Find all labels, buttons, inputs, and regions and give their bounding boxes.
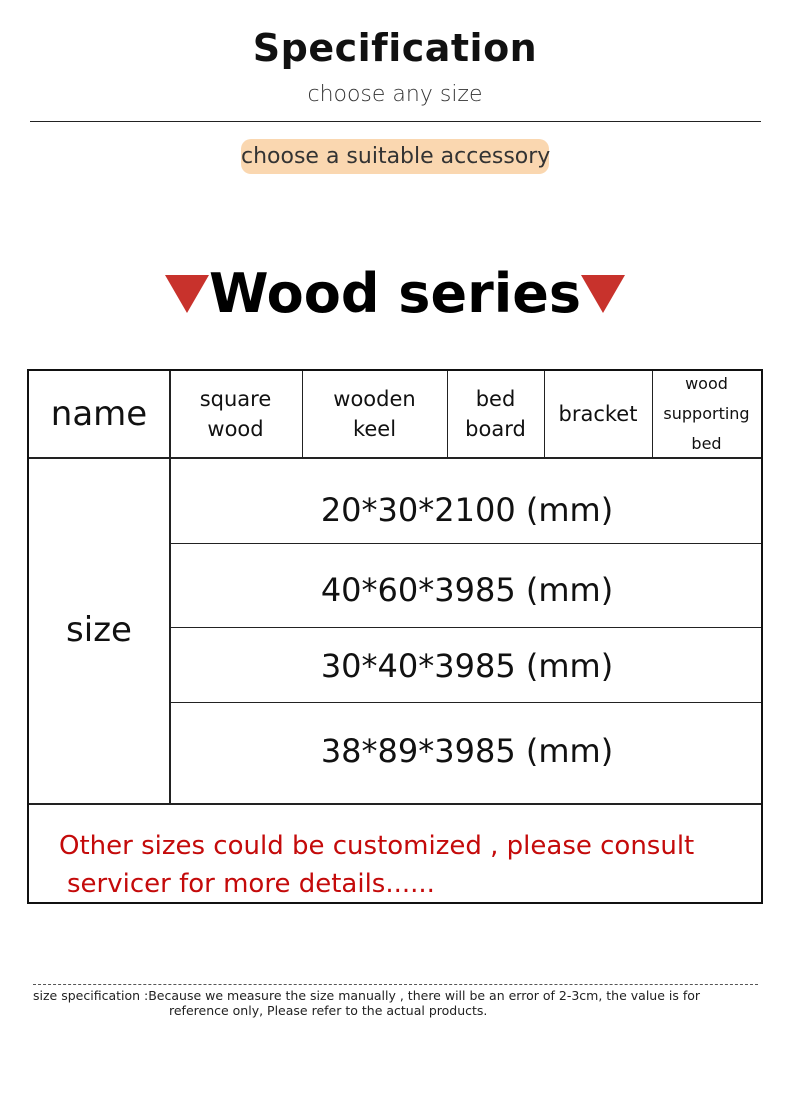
column-header-bracket [544, 371, 652, 457]
column-header-square-wood [169, 371, 302, 457]
column-header-wooden-keel [302, 371, 447, 457]
column-header-line: square [199, 387, 272, 411]
column-header-line: keel [352, 417, 397, 441]
size-footnote [33, 988, 763, 1018]
page-title: Specification [252, 26, 538, 70]
title-divider [30, 121, 761, 122]
triangle-down-icon [581, 275, 625, 313]
series-heading [0, 262, 790, 325]
footnote-line: reference only, Please refer to the actual products. [169, 1003, 488, 1018]
column-header-line: wood [685, 374, 728, 393]
page-subtitle: choose any size [307, 82, 483, 107]
column-header-wood-supporting-bed [652, 371, 761, 457]
name-label: name [50, 394, 148, 434]
custom-size-note [59, 827, 694, 903]
note-line: Other sizes could be customized , please consult [59, 831, 695, 861]
size-label: size [66, 610, 132, 650]
name-header [29, 371, 169, 457]
column-header-line: bracket [558, 402, 638, 426]
column-header-line: bed [691, 434, 722, 453]
size-row: 40*60*3985 (mm) [320, 571, 614, 609]
spec-table [27, 369, 763, 904]
size-header [29, 457, 169, 803]
dashed-divider [33, 984, 758, 985]
footnote-line: size specification :Because we measure the size manually , there will be an error of 2-3cm, the value is for [33, 988, 701, 1003]
column-header-bed-board [447, 371, 544, 457]
column-header-line: bed [475, 387, 516, 411]
table-divider [29, 803, 761, 805]
column-header-line: wooden [333, 387, 416, 411]
size-row: 38*89*3985 (mm) [320, 732, 614, 770]
column-header-line: supporting [663, 404, 750, 423]
series-title: Wood series [209, 262, 581, 325]
size-row: 30*40*3985 (mm) [320, 646, 614, 685]
column-header-line: wood [207, 417, 264, 441]
size-row: 20*30*2100 (mm) [320, 491, 614, 529]
triangle-down-icon [165, 275, 209, 313]
column-header-line: board [465, 417, 526, 441]
note-line: servicer for more details...... [67, 869, 435, 899]
accessory-pill: choose a suitable accessory [241, 139, 549, 174]
